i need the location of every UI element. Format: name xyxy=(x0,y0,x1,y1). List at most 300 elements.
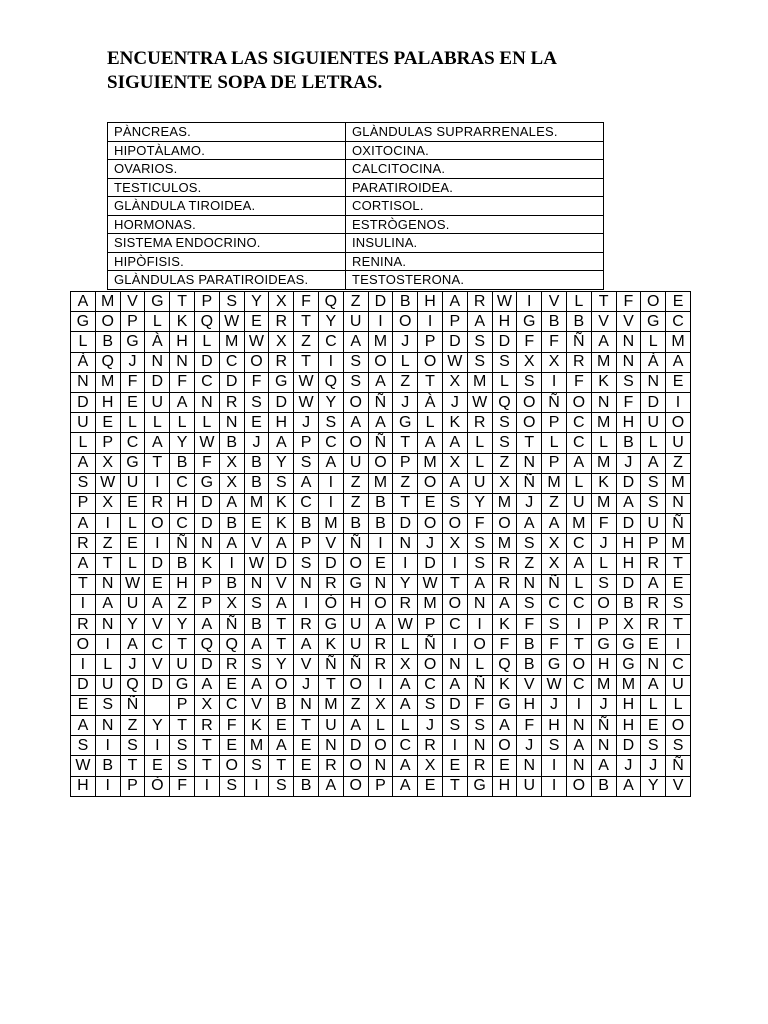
grid-cell[interactable]: C xyxy=(566,594,591,614)
grid-cell[interactable]: H xyxy=(616,554,641,574)
grid-cell[interactable]: I xyxy=(566,695,591,715)
grid-cell[interactable]: A xyxy=(442,473,467,493)
grid-cell[interactable]: A xyxy=(244,635,269,655)
grid-cell[interactable]: V xyxy=(666,776,691,796)
grid-cell[interactable]: O xyxy=(442,514,467,534)
grid-cell[interactable]: D xyxy=(442,332,467,352)
grid-cell[interactable]: I xyxy=(219,554,244,574)
grid-cell[interactable]: I xyxy=(393,554,418,574)
grid-cell[interactable]: S xyxy=(467,352,492,372)
grid-cell[interactable]: J xyxy=(616,453,641,473)
grid-cell[interactable]: J xyxy=(542,695,567,715)
grid-cell[interactable]: N xyxy=(467,736,492,756)
grid-cell[interactable]: Y xyxy=(393,574,418,594)
grid-cell[interactable]: E xyxy=(244,514,269,534)
grid-cell[interactable]: P xyxy=(442,312,467,332)
grid-cell[interactable]: C xyxy=(219,352,244,372)
grid-cell[interactable]: E xyxy=(244,312,269,332)
grid-cell[interactable]: O xyxy=(368,352,393,372)
grid-cell[interactable]: S xyxy=(641,736,666,756)
grid-cell[interactable]: F xyxy=(591,514,616,534)
grid-cell[interactable]: A xyxy=(269,594,294,614)
grid-cell[interactable]: K xyxy=(318,635,343,655)
grid-cell[interactable]: T xyxy=(418,372,443,392)
grid-cell[interactable]: N xyxy=(616,332,641,352)
grid-cell[interactable]: B xyxy=(170,554,195,574)
grid-cell[interactable]: S xyxy=(294,453,319,473)
grid-cell[interactable]: C xyxy=(566,433,591,453)
grid-cell[interactable]: Y xyxy=(269,655,294,675)
grid-cell[interactable]: A xyxy=(393,675,418,695)
grid-cell[interactable]: I xyxy=(318,493,343,513)
grid-cell[interactable]: S xyxy=(418,695,443,715)
grid-cell[interactable]: O xyxy=(517,392,542,412)
grid-cell[interactable]: T xyxy=(145,453,170,473)
grid-cell[interactable]: Ñ xyxy=(467,675,492,695)
grid-cell[interactable]: B xyxy=(170,453,195,473)
grid-cell[interactable]: O xyxy=(566,776,591,796)
grid-cell[interactable]: R xyxy=(492,574,517,594)
grid-cell[interactable]: S xyxy=(343,352,368,372)
grid-cell[interactable]: G xyxy=(393,413,418,433)
grid-cell[interactable]: U xyxy=(566,493,591,513)
grid-cell[interactable]: J xyxy=(120,352,145,372)
grid-cell[interactable]: A xyxy=(294,473,319,493)
grid-cell[interactable]: Q xyxy=(194,312,219,332)
grid-cell[interactable]: R xyxy=(566,352,591,372)
grid-cell[interactable]: F xyxy=(492,635,517,655)
grid-cell[interactable]: I xyxy=(244,776,269,796)
grid-cell[interactable]: Ñ xyxy=(591,715,616,735)
grid-cell[interactable]: F xyxy=(542,332,567,352)
grid-cell[interactable]: E xyxy=(145,756,170,776)
grid-cell[interactable]: A xyxy=(666,352,691,372)
grid-cell[interactable]: D xyxy=(194,514,219,534)
grid-cell[interactable]: Ñ xyxy=(120,695,145,715)
grid-cell[interactable]: H xyxy=(517,695,542,715)
grid-cell[interactable]: V xyxy=(145,655,170,675)
grid-cell[interactable]: S xyxy=(467,534,492,554)
grid-cell[interactable]: Z xyxy=(517,554,542,574)
grid-cell[interactable]: T xyxy=(442,574,467,594)
grid-cell[interactable]: C xyxy=(294,493,319,513)
grid-cell[interactable]: Z xyxy=(120,715,145,735)
grid-cell[interactable]: S xyxy=(244,594,269,614)
grid-cell[interactable]: F xyxy=(517,332,542,352)
grid-cell[interactable]: M xyxy=(95,372,120,392)
grid-cell[interactable]: K xyxy=(194,554,219,574)
grid-cell[interactable]: I xyxy=(542,756,567,776)
grid-cell[interactable]: R xyxy=(467,756,492,776)
grid-cell[interactable]: S xyxy=(641,493,666,513)
grid-cell[interactable]: V xyxy=(616,312,641,332)
grid-cell[interactable]: Ñ xyxy=(170,534,195,554)
grid-cell[interactable]: D xyxy=(194,493,219,513)
grid-cell[interactable]: U xyxy=(170,655,195,675)
grid-cell[interactable]: Z xyxy=(343,292,368,312)
grid-cell[interactable]: R xyxy=(269,312,294,332)
grid-cell[interactable]: U xyxy=(641,413,666,433)
grid-cell[interactable]: P xyxy=(542,453,567,473)
grid-cell[interactable]: B xyxy=(219,433,244,453)
grid-cell[interactable]: A xyxy=(95,594,120,614)
grid-cell[interactable]: E xyxy=(442,756,467,776)
grid-cell[interactable]: R xyxy=(219,392,244,412)
grid-cell[interactable]: O xyxy=(467,635,492,655)
grid-cell[interactable]: U xyxy=(120,473,145,493)
grid-cell[interactable]: C xyxy=(318,332,343,352)
grid-cell[interactable]: C xyxy=(542,594,567,614)
grid-cell[interactable]: N xyxy=(318,736,343,756)
grid-cell[interactable]: E xyxy=(418,776,443,796)
grid-cell[interactable]: E xyxy=(641,715,666,735)
grid-cell[interactable]: U xyxy=(343,453,368,473)
grid-cell[interactable]: M xyxy=(418,453,443,473)
grid-cell[interactable]: U xyxy=(666,675,691,695)
grid-cell[interactable]: P xyxy=(294,433,319,453)
grid-cell[interactable]: R xyxy=(294,615,319,635)
grid-cell[interactable]: N xyxy=(641,655,666,675)
grid-cell[interactable]: X xyxy=(393,655,418,675)
grid-cell[interactable]: X xyxy=(219,594,244,614)
grid-cell[interactable]: W xyxy=(244,554,269,574)
grid-cell[interactable]: C xyxy=(219,695,244,715)
grid-cell[interactable]: L xyxy=(566,574,591,594)
grid-cell[interactable]: S xyxy=(343,372,368,392)
grid-cell[interactable]: G xyxy=(120,453,145,473)
grid-cell[interactable]: G xyxy=(467,776,492,796)
grid-cell[interactable]: D xyxy=(194,655,219,675)
grid-cell[interactable]: W xyxy=(95,473,120,493)
grid-cell[interactable]: V xyxy=(244,695,269,715)
grid-cell[interactable]: A xyxy=(71,292,96,312)
grid-cell[interactable]: P xyxy=(194,292,219,312)
grid-cell[interactable]: W xyxy=(492,292,517,312)
grid-cell[interactable]: E xyxy=(244,413,269,433)
grid-cell[interactable]: C xyxy=(666,312,691,332)
grid-cell[interactable]: I xyxy=(666,635,691,655)
grid-cell[interactable]: A xyxy=(269,433,294,453)
grid-cell[interactable]: C xyxy=(393,736,418,756)
grid-cell[interactable]: B xyxy=(269,695,294,715)
grid-cell[interactable]: A xyxy=(492,715,517,735)
grid-cell[interactable]: V xyxy=(542,292,567,312)
grid-cell[interactable]: C xyxy=(666,655,691,675)
grid-cell[interactable]: T xyxy=(170,292,195,312)
grid-cell[interactable]: L xyxy=(120,554,145,574)
grid-cell[interactable]: D xyxy=(318,554,343,574)
grid-cell[interactable]: L xyxy=(393,715,418,735)
grid-cell[interactable]: C xyxy=(145,635,170,655)
grid-cell[interactable]: S xyxy=(244,756,269,776)
grid-cell[interactable]: M xyxy=(591,493,616,513)
grid-cell[interactable]: P xyxy=(120,776,145,796)
grid-cell[interactable]: S xyxy=(95,695,120,715)
grid-cell[interactable]: D xyxy=(71,675,96,695)
grid-cell[interactable]: G xyxy=(616,655,641,675)
grid-cell[interactable]: Y xyxy=(318,392,343,412)
grid-cell[interactable]: J xyxy=(591,534,616,554)
grid-cell[interactable]: X xyxy=(269,332,294,352)
grid-cell[interactable]: I xyxy=(318,473,343,493)
grid-cell[interactable]: A xyxy=(492,594,517,614)
grid-cell[interactable]: U xyxy=(343,312,368,332)
grid-cell[interactable]: C xyxy=(120,433,145,453)
grid-cell[interactable]: M xyxy=(467,372,492,392)
grid-cell[interactable]: J xyxy=(393,332,418,352)
grid-cell[interactable]: L xyxy=(71,433,96,453)
grid-cell[interactable]: M xyxy=(318,695,343,715)
grid-cell[interactable]: A xyxy=(343,413,368,433)
grid-cell[interactable]: I xyxy=(95,736,120,756)
grid-cell[interactable]: F xyxy=(219,715,244,735)
grid-cell[interactable]: T xyxy=(393,433,418,453)
grid-cell[interactable]: X xyxy=(95,493,120,513)
grid-cell[interactable]: T xyxy=(393,493,418,513)
grid-cell[interactable]: O xyxy=(418,655,443,675)
grid-cell[interactable]: L xyxy=(666,695,691,715)
grid-cell[interactable]: S xyxy=(616,372,641,392)
grid-cell[interactable]: E xyxy=(120,534,145,554)
grid-cell[interactable]: H xyxy=(170,332,195,352)
grid-cell[interactable]: I xyxy=(95,776,120,796)
grid-cell[interactable]: X xyxy=(442,453,467,473)
grid-cell[interactable]: A xyxy=(318,453,343,473)
grid-cell[interactable]: Z xyxy=(492,453,517,473)
grid-cell[interactable]: B xyxy=(95,332,120,352)
grid-cell[interactable]: X xyxy=(95,453,120,473)
grid-cell[interactable]: X xyxy=(542,554,567,574)
grid-cell[interactable]: H xyxy=(343,594,368,614)
grid-cell[interactable]: S xyxy=(244,392,269,412)
grid-cell[interactable]: J xyxy=(616,756,641,776)
grid-cell[interactable]: N xyxy=(517,574,542,594)
grid-cell[interactable]: T xyxy=(95,554,120,574)
grid-cell[interactable]: X xyxy=(418,756,443,776)
grid-cell[interactable]: R xyxy=(641,594,666,614)
grid-cell[interactable]: F xyxy=(542,635,567,655)
grid-cell[interactable]: S xyxy=(71,736,96,756)
grid-cell[interactable]: N xyxy=(393,534,418,554)
grid-cell[interactable]: O xyxy=(368,594,393,614)
grid-cell[interactable]: U xyxy=(145,392,170,412)
grid-cell[interactable]: P xyxy=(194,594,219,614)
grid-cell[interactable]: N xyxy=(591,392,616,412)
grid-cell[interactable]: L xyxy=(641,433,666,453)
grid-cell[interactable]: O xyxy=(566,655,591,675)
grid-cell[interactable]: E xyxy=(145,574,170,594)
grid-cell[interactable]: L xyxy=(418,413,443,433)
grid-cell[interactable]: B xyxy=(591,776,616,796)
grid-cell[interactable]: M xyxy=(219,332,244,352)
grid-cell[interactable]: N xyxy=(641,372,666,392)
grid-cell[interactable]: X xyxy=(542,352,567,372)
grid-cell[interactable]: A xyxy=(591,756,616,776)
grid-cell[interactable]: A xyxy=(269,736,294,756)
grid-cell[interactable]: W xyxy=(542,675,567,695)
grid-cell[interactable]: Ñ xyxy=(343,534,368,554)
grid-cell[interactable]: O xyxy=(517,413,542,433)
grid-cell[interactable]: Ñ xyxy=(368,392,393,412)
grid-cell[interactable]: D xyxy=(368,292,393,312)
grid-cell[interactable]: A xyxy=(368,372,393,392)
grid-cell[interactable]: S xyxy=(517,594,542,614)
grid-cell[interactable]: P xyxy=(95,433,120,453)
grid-cell[interactable]: A xyxy=(219,493,244,513)
grid-cell[interactable]: D xyxy=(219,372,244,392)
grid-cell[interactable]: X xyxy=(492,473,517,493)
grid-cell[interactable]: D xyxy=(393,514,418,534)
grid-cell[interactable]: I xyxy=(145,736,170,756)
grid-cell[interactable]: N xyxy=(95,574,120,594)
grid-cell[interactable]: O xyxy=(418,352,443,372)
grid-cell[interactable]: I xyxy=(368,312,393,332)
grid-cell[interactable]: A xyxy=(566,453,591,473)
grid-cell[interactable]: S xyxy=(71,473,96,493)
grid-cell[interactable]: O xyxy=(442,594,467,614)
grid-cell[interactable]: X xyxy=(219,473,244,493)
grid-cell[interactable]: O xyxy=(393,312,418,332)
grid-cell[interactable]: D xyxy=(492,332,517,352)
grid-cell[interactable]: T xyxy=(294,312,319,332)
grid-cell[interactable]: M xyxy=(666,332,691,352)
grid-cell[interactable]: N xyxy=(517,756,542,776)
grid-cell[interactable]: E xyxy=(418,493,443,513)
grid-cell[interactable]: S xyxy=(492,352,517,372)
grid-cell[interactable]: Z xyxy=(393,473,418,493)
grid-cell[interactable]: R xyxy=(641,554,666,574)
grid-cell[interactable]: G xyxy=(591,635,616,655)
grid-cell[interactable]: V xyxy=(120,292,145,312)
grid-cell[interactable]: I xyxy=(71,594,96,614)
grid-cell[interactable]: R xyxy=(318,574,343,594)
grid-cell[interactable]: X xyxy=(442,534,467,554)
grid-cell[interactable]: K xyxy=(442,413,467,433)
grid-cell[interactable]: O xyxy=(666,715,691,735)
grid-cell[interactable]: M xyxy=(368,473,393,493)
grid-cell[interactable]: R xyxy=(318,756,343,776)
grid-cell[interactable]: C xyxy=(170,473,195,493)
grid-cell[interactable]: L xyxy=(492,372,517,392)
grid-cell[interactable]: L xyxy=(170,413,195,433)
grid-cell[interactable]: B xyxy=(616,433,641,453)
grid-cell[interactable]: E xyxy=(95,413,120,433)
grid-cell[interactable]: B xyxy=(368,493,393,513)
grid-cell[interactable]: B xyxy=(517,655,542,675)
grid-cell[interactable]: A xyxy=(294,635,319,655)
grid-cell[interactable]: A xyxy=(641,675,666,695)
grid-cell[interactable]: K xyxy=(170,312,195,332)
grid-cell[interactable]: A xyxy=(194,615,219,635)
grid-cell[interactable]: W xyxy=(71,756,96,776)
grid-cell[interactable]: O xyxy=(244,352,269,372)
grid-cell[interactable]: G xyxy=(194,473,219,493)
grid-cell[interactable]: I xyxy=(294,594,319,614)
grid-cell[interactable]: B xyxy=(393,292,418,312)
grid-cell[interactable]: V xyxy=(244,534,269,554)
grid-cell[interactable]: A xyxy=(393,756,418,776)
grid-cell[interactable]: O xyxy=(343,756,368,776)
grid-cell[interactable]: F xyxy=(244,372,269,392)
grid-cell[interactable]: L xyxy=(591,433,616,453)
grid-cell[interactable]: A xyxy=(71,453,96,473)
grid-cell[interactable]: W xyxy=(194,433,219,453)
grid-cell[interactable]: G xyxy=(269,372,294,392)
grid-cell[interactable]: L xyxy=(120,413,145,433)
grid-cell[interactable]: U xyxy=(71,413,96,433)
grid-cell[interactable]: A xyxy=(542,514,567,534)
grid-cell[interactable]: R xyxy=(368,635,393,655)
grid-cell[interactable]: A xyxy=(145,594,170,614)
grid-cell[interactable]: N xyxy=(442,655,467,675)
grid-cell[interactable]: B xyxy=(294,776,319,796)
grid-cell[interactable]: B xyxy=(244,453,269,473)
grid-cell[interactable]: S xyxy=(219,292,244,312)
grid-cell[interactable]: O xyxy=(343,675,368,695)
grid-cell[interactable]: M xyxy=(418,594,443,614)
grid-cell[interactable]: T xyxy=(194,736,219,756)
grid-cell[interactable]: M xyxy=(492,493,517,513)
grid-cell[interactable]: L xyxy=(641,695,666,715)
grid-cell[interactable]: I xyxy=(442,635,467,655)
grid-cell[interactable]: Q xyxy=(318,292,343,312)
grid-cell[interactable] xyxy=(145,695,170,715)
grid-cell[interactable]: J xyxy=(517,493,542,513)
grid-cell[interactable]: C xyxy=(566,675,591,695)
grid-cell[interactable]: R xyxy=(71,534,96,554)
grid-cell[interactable]: L xyxy=(145,312,170,332)
grid-cell[interactable]: Ñ xyxy=(666,756,691,776)
grid-cell[interactable]: A xyxy=(71,514,96,534)
grid-cell[interactable]: O xyxy=(219,756,244,776)
grid-cell[interactable]: J xyxy=(418,715,443,735)
grid-cell[interactable]: F xyxy=(517,715,542,735)
grid-cell[interactable]: K xyxy=(269,493,294,513)
grid-cell[interactable]: Ñ xyxy=(318,655,343,675)
grid-cell[interactable]: B xyxy=(219,574,244,594)
grid-cell[interactable]: I xyxy=(542,372,567,392)
grid-cell[interactable]: D xyxy=(145,554,170,574)
grid-cell[interactable]: T xyxy=(294,715,319,735)
grid-cell[interactable]: G xyxy=(71,312,96,332)
grid-cell[interactable]: A xyxy=(120,635,145,655)
grid-cell[interactable]: Q xyxy=(120,675,145,695)
grid-cell[interactable]: O xyxy=(343,392,368,412)
grid-cell[interactable]: O xyxy=(368,453,393,473)
grid-cell[interactable]: N xyxy=(194,392,219,412)
grid-cell[interactable]: Z xyxy=(343,493,368,513)
grid-cell[interactable]: S xyxy=(641,473,666,493)
grid-cell[interactable]: B xyxy=(244,615,269,635)
grid-cell[interactable]: E xyxy=(666,292,691,312)
grid-cell[interactable]: C xyxy=(318,433,343,453)
grid-cell[interactable]: J xyxy=(244,433,269,453)
grid-cell[interactable]: Z xyxy=(666,453,691,473)
grid-cell[interactable]: J xyxy=(641,756,666,776)
grid-cell[interactable]: A xyxy=(244,675,269,695)
grid-cell[interactable]: S xyxy=(467,715,492,735)
grid-cell[interactable]: U xyxy=(120,594,145,614)
grid-cell[interactable]: J xyxy=(294,413,319,433)
grid-cell[interactable]: M xyxy=(492,534,517,554)
grid-cell[interactable]: O xyxy=(343,554,368,574)
grid-cell[interactable]: W xyxy=(219,312,244,332)
grid-cell[interactable]: V xyxy=(269,574,294,594)
grid-cell[interactable]: P xyxy=(170,695,195,715)
grid-cell[interactable]: Q xyxy=(492,655,517,675)
grid-cell[interactable]: C xyxy=(566,534,591,554)
grid-cell[interactable]: U xyxy=(318,715,343,735)
